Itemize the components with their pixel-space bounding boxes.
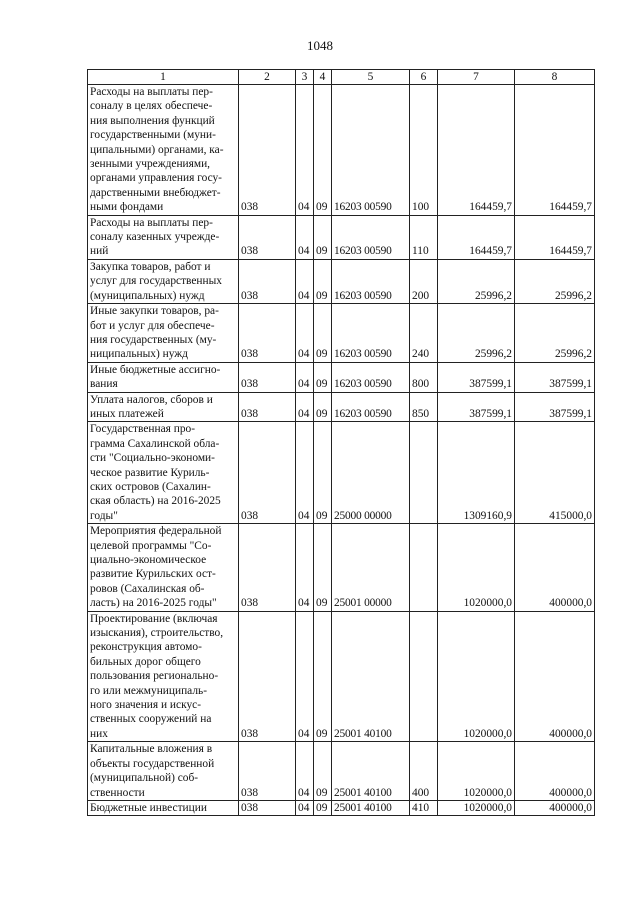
admin-code-cell: 038 [239, 215, 296, 259]
target-article-cell: 25001 40100 [332, 611, 410, 742]
subsection-code-cell: 09 [314, 611, 332, 742]
admin-code-cell: 038 [239, 259, 296, 303]
amount-col8-cell: 400000,0 [515, 742, 595, 801]
row-name-cell: Бюджетные инвестиции [88, 800, 239, 815]
target-article-cell: 16203 00590 [332, 259, 410, 303]
row-name-cell: Иные бюджетные ассигно- вания [88, 362, 239, 392]
admin-code-cell: 038 [239, 392, 296, 422]
expense-type-cell: 400 [410, 742, 438, 801]
admin-code-cell: 038 [239, 742, 296, 801]
expense-type-cell [410, 422, 438, 524]
row-name-cell: Уплата налогов, сборов и иных платежей [88, 392, 239, 422]
subsection-code-cell: 09 [314, 742, 332, 801]
row-name-cell: Закупка товаров, работ и услуг для государственных (муниципальных) нужд [88, 259, 239, 303]
table-row [88, 742, 595, 801]
amount-col7-cell: 164459,7 [438, 85, 515, 216]
row-name-cell: Мероприятия федеральной целевой программы "Со- циально-экономическое развитие Курильских ост- ровов (Сахалинская об- ласть) на 2016-2025 годы" [88, 524, 239, 611]
expense-type-cell [410, 611, 438, 742]
header-cell: 6 [410, 70, 438, 85]
table-row [88, 85, 595, 216]
amount-col7-cell: 25996,2 [438, 259, 515, 303]
table-row [88, 215, 595, 259]
section-code-cell: 04 [296, 524, 314, 611]
table-row [88, 259, 595, 303]
amount-col8-cell: 25996,2 [515, 304, 595, 363]
subsection-code-cell: 09 [314, 800, 332, 815]
section-code-cell: 04 [296, 259, 314, 303]
target-article-cell: 25001 40100 [332, 800, 410, 815]
header-cell: 4 [314, 70, 332, 85]
target-article-cell: 16203 00590 [332, 304, 410, 363]
admin-code-cell: 038 [239, 85, 296, 216]
expense-type-cell: 100 [410, 85, 438, 216]
table-row [88, 524, 595, 611]
section-code-cell: 04 [296, 362, 314, 392]
header-cell: 5 [332, 70, 410, 85]
amount-col7-cell: 1020000,0 [438, 524, 515, 611]
amount-col7-cell: 1020000,0 [438, 742, 515, 801]
table-row [88, 800, 595, 815]
amount-col7-cell: 387599,1 [438, 392, 515, 422]
expense-type-cell: 240 [410, 304, 438, 363]
expense-type-cell: 110 [410, 215, 438, 259]
budget-table [87, 69, 595, 816]
subsection-code-cell: 09 [314, 215, 332, 259]
subsection-code-cell: 09 [314, 422, 332, 524]
admin-code-cell: 038 [239, 362, 296, 392]
table-row [88, 611, 595, 742]
table-header-row [88, 70, 595, 85]
target-article-cell: 25000 00000 [332, 422, 410, 524]
page-number: 1048 [307, 38, 333, 53]
admin-code-cell: 038 [239, 611, 296, 742]
section-code-cell: 04 [296, 392, 314, 422]
section-code-cell: 04 [296, 215, 314, 259]
amount-col8-cell: 387599,1 [515, 362, 595, 392]
amount-col7-cell: 1020000,0 [438, 611, 515, 742]
section-code-cell: 04 [296, 742, 314, 801]
expense-type-cell [410, 524, 438, 611]
table-row [88, 304, 595, 363]
amount-col8-cell: 25996,2 [515, 259, 595, 303]
table-row [88, 362, 595, 392]
section-code-cell: 04 [296, 422, 314, 524]
header-cell: 8 [515, 70, 595, 85]
target-article-cell: 16203 00590 [332, 392, 410, 422]
target-article-cell: 25001 00000 [332, 524, 410, 611]
subsection-code-cell: 09 [314, 524, 332, 611]
target-article-cell: 25001 40100 [332, 742, 410, 801]
row-name-cell: Проектирование (включая изыскания), строительство, реконструкция автомо- бильных дорог общего пользования регионально- го или межмуниципаль- ного значения и искус- ственных сооружений на них [88, 611, 239, 742]
amount-col7-cell: 164459,7 [438, 215, 515, 259]
row-name-cell: Расходы на выплаты пер- соналу в целях обеспече- ния выполнения функций государственными (муни- ципальными) органами, ка- зенными учреждениями, органами управления госу- дарственными внебюджет- ными фондами [88, 85, 239, 216]
amount-col8-cell: 415000,0 [515, 422, 595, 524]
header-cell: 7 [438, 70, 515, 85]
section-code-cell: 04 [296, 304, 314, 363]
admin-code-cell: 038 [239, 800, 296, 815]
expense-type-cell: 800 [410, 362, 438, 392]
subsection-code-cell: 09 [314, 362, 332, 392]
subsection-code-cell: 09 [314, 85, 332, 216]
target-article-cell: 16203 00590 [332, 85, 410, 216]
row-name-cell: Государственная про- грамма Сахалинской обла- сти "Социально-экономи- ческое развитие Куриль- ских островов (Сахалин- ская область) на 2016-2025 годы" [88, 422, 239, 524]
row-name-cell: Расходы на выплаты пер- соналу казенных учрежде- ний [88, 215, 239, 259]
admin-code-cell: 038 [239, 524, 296, 611]
table-row [88, 392, 595, 422]
table-row [88, 422, 595, 524]
row-name-cell: Капитальные вложения в объекты государственной (муниципальной) соб- ственности [88, 742, 239, 801]
section-code-cell: 04 [296, 800, 314, 815]
expense-type-cell: 850 [410, 392, 438, 422]
row-name-cell: Иные закупки товаров, ра- бот и услуг для обеспече- ния государственных (му- ниципальных) нужд [88, 304, 239, 363]
subsection-code-cell: 09 [314, 259, 332, 303]
expense-type-cell: 410 [410, 800, 438, 815]
amount-col8-cell: 164459,7 [515, 85, 595, 216]
admin-code-cell: 038 [239, 422, 296, 524]
section-code-cell: 04 [296, 611, 314, 742]
admin-code-cell: 038 [239, 304, 296, 363]
amount-col7-cell: 1309160,9 [438, 422, 515, 524]
subsection-code-cell: 09 [314, 304, 332, 363]
amount-col7-cell: 387599,1 [438, 362, 515, 392]
amount-col7-cell: 25996,2 [438, 304, 515, 363]
header-cell: 3 [296, 70, 314, 85]
amount-col8-cell: 400000,0 [515, 611, 595, 742]
section-code-cell: 04 [296, 85, 314, 216]
amount-col8-cell: 400000,0 [515, 800, 595, 815]
amount-col8-cell: 400000,0 [515, 524, 595, 611]
amount-col8-cell: 164459,7 [515, 215, 595, 259]
expense-type-cell: 200 [410, 259, 438, 303]
target-article-cell: 16203 00590 [332, 362, 410, 392]
header-cell: 2 [239, 70, 296, 85]
target-article-cell: 16203 00590 [332, 215, 410, 259]
subsection-code-cell: 09 [314, 392, 332, 422]
amount-col7-cell: 1020000,0 [438, 800, 515, 815]
amount-col8-cell: 387599,1 [515, 392, 595, 422]
header-cell: 1 [88, 70, 239, 85]
